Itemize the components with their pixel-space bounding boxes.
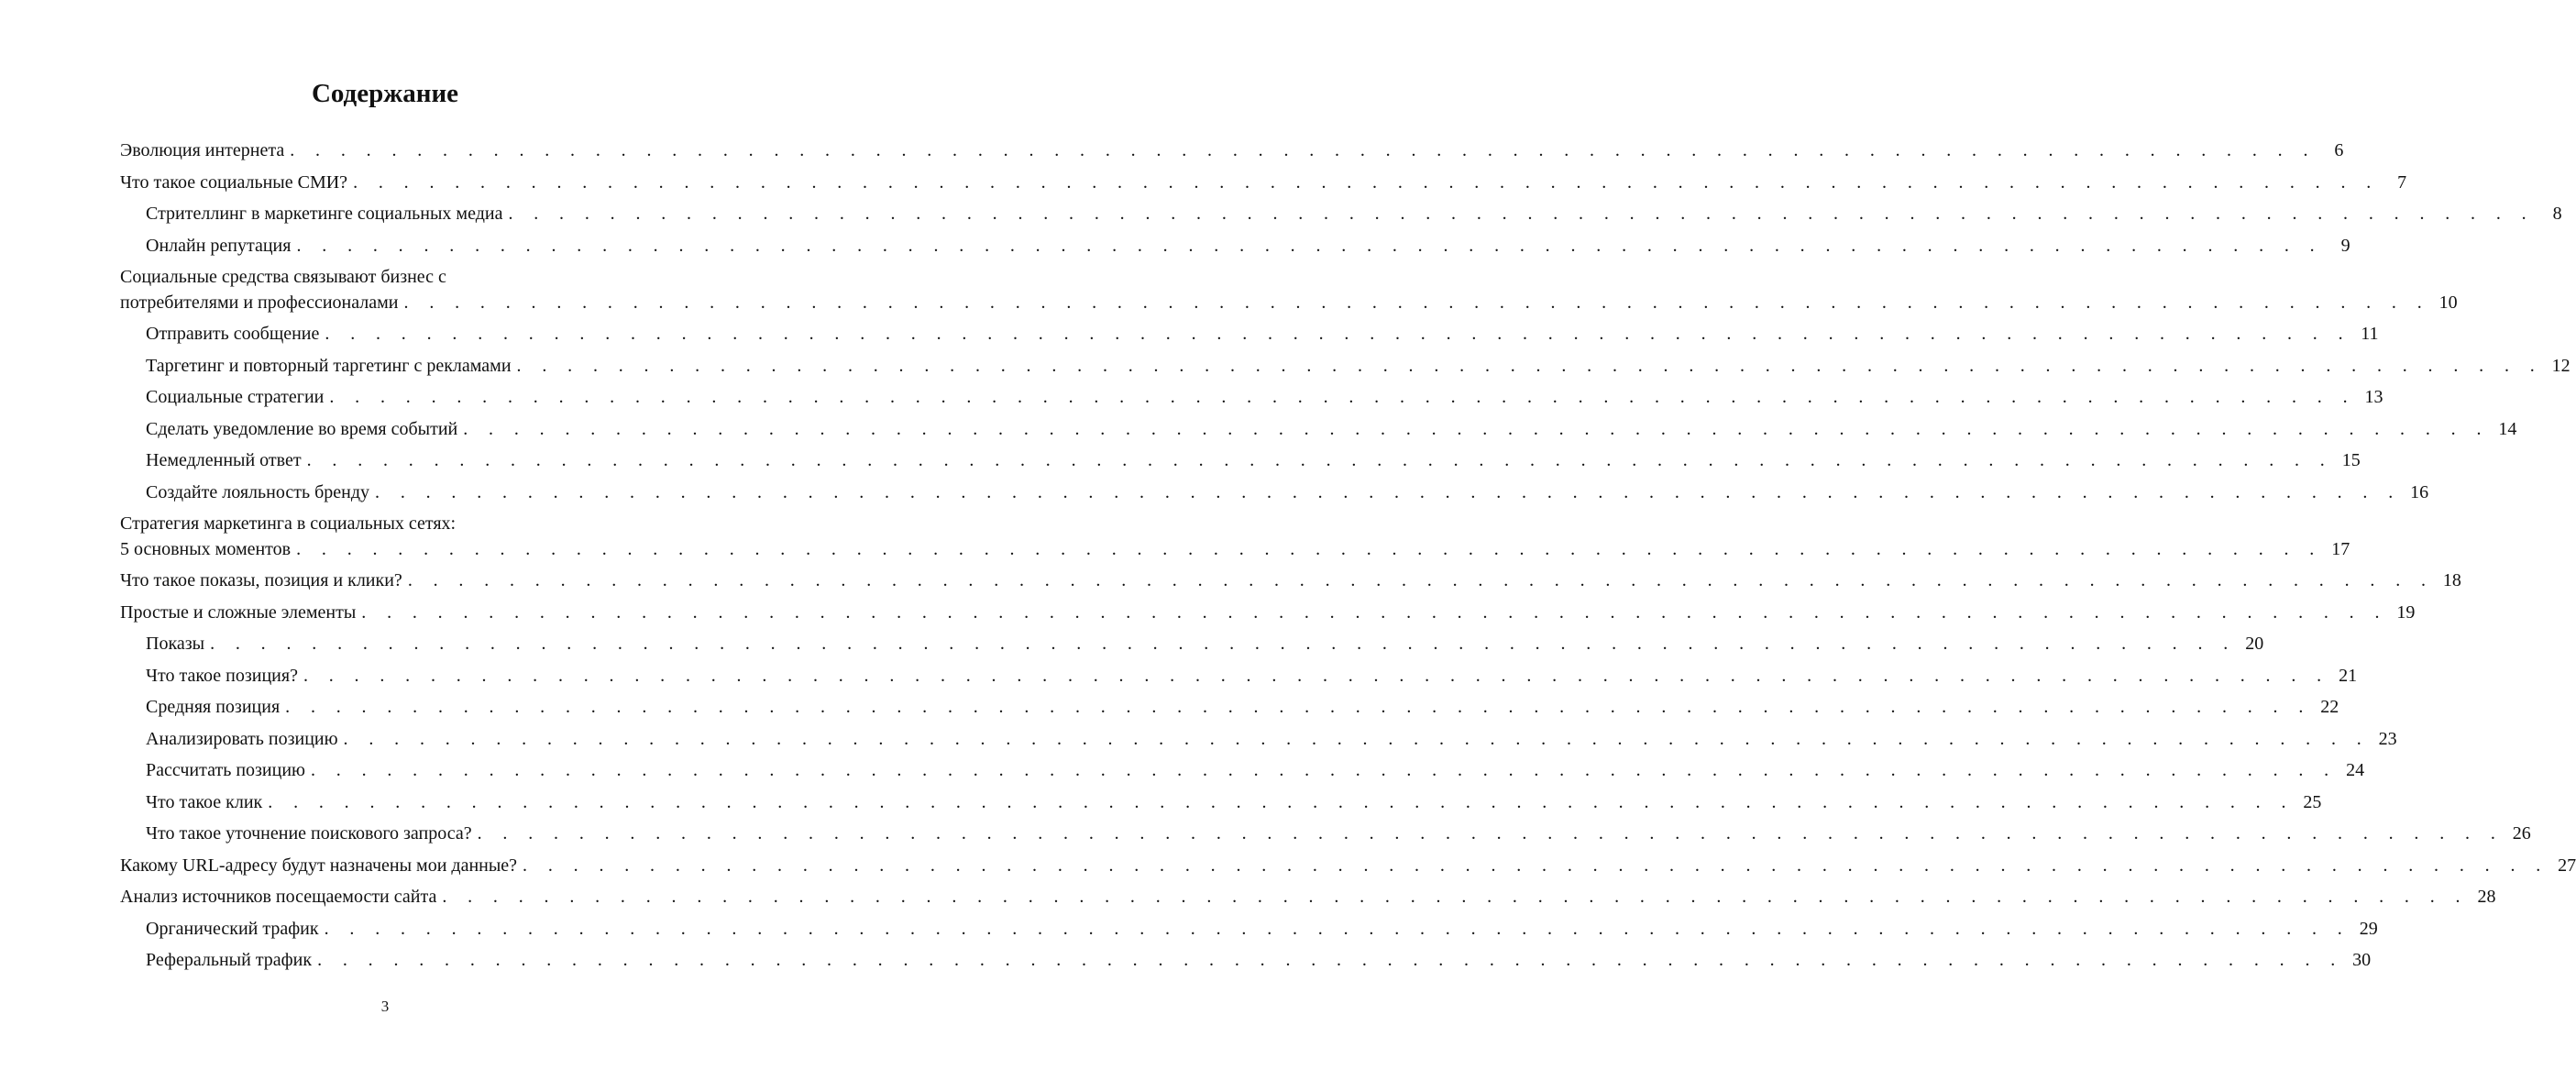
toc-entry[interactable] xyxy=(120,201,2562,233)
toc-entry-page: 19 xyxy=(2396,601,2416,623)
toc-entry-label-line1: Социальные средства связывают бизнес с xyxy=(120,267,446,287)
toc-entry-page: 7 xyxy=(2397,171,2407,193)
toc-entry[interactable] xyxy=(120,757,2365,789)
toc-entry-page: 13 xyxy=(2364,387,2383,407)
dot-leader: . . . . . . . . . . . . . . . . . . . . . . . . . . . . . . . . . . . . . . . . . . . . . . . . . . . . . . . . . . . . . . . . . . . . . . . . . . . . . . . . xyxy=(210,634,2237,654)
toc-entry-label: Немедленный ответ xyxy=(146,447,307,473)
dot-leader: . . . . . . . . . . . . . . . . . . . . . . . . . . . . . . . . . . . . . . . . . . . . . . . . . . . . . . . . . . . . . . . . . . . . . . . . . . . . . . . . xyxy=(310,760,2338,780)
toc-entry[interactable] xyxy=(120,353,2570,385)
toc-entry-label: Реферальный трафик xyxy=(146,947,317,973)
toc-entry[interactable] xyxy=(120,726,2397,758)
toc-entry-row xyxy=(146,447,2361,473)
toc-entry[interactable] xyxy=(120,916,2378,948)
toc-entry-row xyxy=(146,233,2350,259)
toc-entry-row xyxy=(120,600,2416,625)
dot-leader: . . . . . . . . . . . . . . . . . . . . . . . . . . . . . . . . . . . . . . . . . . . . . . . . . . . . . . . . . . . . . . . . . . . . . . . . . . . . . . . . xyxy=(285,697,2312,717)
toc-entry-page: 15 xyxy=(2341,450,2361,470)
toc-entry-row xyxy=(146,821,2531,846)
toc-entry[interactable] xyxy=(120,138,2344,170)
dot-leader: . . . . . . . . . . . . . . . . . . . . . . . . . . . . . . . . . . . . . . . . . . . . . . . . . . . . . . . . . . . . . . . . . . . . . . . . . . . . . . . . xyxy=(306,450,2333,470)
dot-leader: . . . . . . . . . . . . . . . . . . . . . . . . . . . . . . . . . . . . . . . . . . . . . . . . . . . . . . . . . . . . . . . . . . . . . . . . . . . . . . . . xyxy=(325,324,2351,344)
toc-entry-page: 22 xyxy=(2320,697,2339,717)
toc-entry-row xyxy=(120,290,2458,315)
toc-entry[interactable] xyxy=(120,821,2531,853)
toc-entry-row xyxy=(146,947,2372,973)
toc-entry-page: 14 xyxy=(2498,418,2517,439)
toc-entry-label: Средняя позиция xyxy=(146,694,285,720)
toc-entry-row xyxy=(146,321,2379,347)
toc-entry-page: 28 xyxy=(2477,887,2496,907)
toc-entry-row xyxy=(120,853,2576,878)
dot-leader: . . . . . . . . . . . . . . . . . . . . . . . . . . . . . . . . . . . . . . . . . . . . . . . . . . . . . . . . . . . . . . . . . . . . . . . . . . . . . . . . xyxy=(324,918,2350,939)
toc-entry[interactable] xyxy=(120,480,2429,512)
toc-entry-label-line1: Стратегия маркетинга в социальных сетях: xyxy=(120,513,457,534)
toc-entry-row xyxy=(146,789,2322,815)
toc-entry[interactable] xyxy=(120,853,2576,885)
toc-entry[interactable] xyxy=(120,663,2358,695)
toc-entry-page: 16 xyxy=(2410,481,2429,502)
toc-entry[interactable] xyxy=(120,884,2496,916)
toc-entry-label: Стрителлинг в маркетинге социальных медиа xyxy=(146,201,508,226)
dot-leader: . . . . . . . . . . . . . . . . . . . . . . . . . . . . . . . . . . . . . . . . . . . . . . . . . . . . . . . . . . . . . . . . . . . . . . . . . . . . . . . . xyxy=(329,387,2356,407)
toc-entry-page: 18 xyxy=(2442,570,2461,590)
toc-entry-row xyxy=(146,480,2429,505)
toc-entry-page: 29 xyxy=(2359,918,2378,939)
dot-leader: . . . . . . . . . . . . . . . . . . . . . . . . . . . . . . . . . . . . . . . . . . . . . . . . . . . . . . . . . . . . . . . . . . . . . . . . . . . . . . . . xyxy=(317,950,2344,970)
toc-entry-label: Сделать уведомление во время событий xyxy=(146,416,463,442)
page-title: Содержание xyxy=(311,79,459,108)
dot-leader: . . . . . . . . . . . . . . . . . . . . . . . . . . . . . . . . . . . . . . . . . . . . . . . . . . . . . . . . . . . . . . . . . . . . . . . . . . . . . . . . xyxy=(343,728,2370,749)
table-of-contents xyxy=(120,138,2576,979)
toc-entry-page: 25 xyxy=(2303,791,2322,812)
page-number: 3 xyxy=(380,998,390,1015)
toc-entry-row xyxy=(146,201,2562,226)
toc-entry[interactable] xyxy=(120,694,2339,726)
toc-entry-label: Социальные стратегии xyxy=(146,384,329,410)
toc-entry-page: 24 xyxy=(2346,760,2365,780)
dot-leader: . . . . . . . . . . . . . . . . . . . . . . . . . . . . . . . . . . . . . . . . . . . . . . . . . . . . . . . . . . . . . . . . . . . . . . . . . . . . . . . . xyxy=(442,887,2469,907)
toc-entry[interactable] xyxy=(120,631,2264,663)
toc-entry[interactable] xyxy=(120,947,2372,979)
toc-entry-label: Отправить сообщение xyxy=(146,321,325,347)
toc-entry-label: Органический трафик xyxy=(146,916,325,942)
toc-entry-label: Показы xyxy=(146,631,210,656)
toc-entry[interactable] xyxy=(120,384,2383,416)
toc-entry-label: Анализировать позицию xyxy=(146,726,344,752)
dot-leader: . . . . . . . . . . . . . . . . . . . . . . . . . . . . . . . . . . . . . . . . . . . . . . . . . . . . . . . . . . . . . . . . . . . . . . . . . . . . . . . . xyxy=(508,204,2535,224)
toc-entry-label: Что такое уточнение поискового запроса? xyxy=(146,821,478,846)
dot-leader: . . . . . . . . . . . . . . . . . . . . . . . . . . . . . . . . . . . . . . . . . . . . . . . . . . . . . . . . . . . . . . . . . . . . . . . . . . . . . . . . xyxy=(523,855,2549,876)
toc-entry-label: Анализ источников посещаемости сайта xyxy=(120,884,442,910)
toc-entry-page: 26 xyxy=(2512,823,2531,844)
toc-entry[interactable] xyxy=(120,233,2350,265)
toc-entry-page: 21 xyxy=(2339,665,2358,686)
toc-entry-label: Онлайн репутация xyxy=(146,233,296,259)
dot-leader: . . . . . . . . . . . . . . . . . . . . . . . . . . . . . . . . . . . . . . . . . . . . . . . . . . . . . . . . . . . . . . . . . . . . . . . . . . . . . . . . xyxy=(268,791,2295,812)
toc-entry-label: Создайте лояльность бренду xyxy=(146,480,375,505)
toc-entry-row xyxy=(146,694,2339,720)
toc-entry-row xyxy=(146,631,2264,656)
toc-entry-row xyxy=(146,416,2517,442)
toc-entry-row xyxy=(146,757,2365,783)
toc-entry-row xyxy=(120,536,2350,562)
dot-leader: . . . . . . . . . . . . . . . . . . . . . . . . . . . . . . . . . . . . . . . . . . . . . . . . . . . . . . . . . . . . . . . . . . . . . . . . . . . . . . . . xyxy=(375,481,2402,502)
toc-entry-label: Таргетинг и повторный таргетинг с рекламами xyxy=(146,353,517,379)
toc-entry-label: потребителями и профессионалами xyxy=(120,290,404,315)
toc-entry-page: 17 xyxy=(2331,539,2350,559)
toc-entry-label: Какому URL-адресу будут назначены мои данные? xyxy=(120,853,523,878)
dot-leader: . . . . . . . . . . . . . . . . . . . . . . . . . . . . . . . . . . . . . . . . . . . . . . . . . . . . . . . . . . . . . . . . . . . . . . . . . . . . . . . . xyxy=(407,570,2434,590)
toc-entry[interactable] xyxy=(120,321,2379,353)
toc-entry-label: Эволюция интернета xyxy=(120,138,290,163)
toc-entry[interactable] xyxy=(120,170,2407,202)
dot-leader: . . . . . . . . . . . . . . . . . . . . . . . . . . . . . . . . . . . . . . . . . . . . . . . . . . . . . . . . . . . . . . . . . . . . . . . . . . . . . . . . xyxy=(296,235,2323,256)
toc-entry-row xyxy=(146,726,2397,752)
toc-entry-page: 30 xyxy=(2352,950,2372,970)
toc-entry-page: 12 xyxy=(2551,355,2570,376)
toc-entry-label: Что такое показы, позиция и клики? xyxy=(120,568,408,593)
toc-entry-page: 10 xyxy=(2438,292,2458,313)
dot-leader: . . . . . . . . . . . . . . . . . . . . . . . . . . . . . . . . . . . . . . . . . . . . . . . . . . . . . . . . . . . . . . . . . . . . . . . . . . . . . . . . xyxy=(516,355,2543,376)
toc-entry-page: 9 xyxy=(2340,235,2350,256)
toc-entry-row xyxy=(146,663,2358,689)
toc-entry-label: Простые и сложные элементы xyxy=(120,600,361,625)
toc-entry[interactable] xyxy=(120,447,2361,480)
dot-leader: . . . . . . . . . . . . . . . . . . . . . . . . . . . . . . . . . . . . . . . . . . . . . . . . . . . . . . . . . . . . . . . . . . . . . . . . . . . . . . . . xyxy=(353,171,2380,193)
dot-leader: . . . . . . . . . . . . . . . . . . . . . . . . . . . . . . . . . . . . . . . . . . . . . . . . . . . . . . . . . . . . . . . . . . . . . . . . . . . . . . . . xyxy=(477,823,2504,844)
dot-leader: . . . . . . . . . . . . . . . . . . . . . . . . . . . . . . . . . . . . . . . . . . . . . . . . . . . . . . . . . . . . . . . . . . . . . . . . . . . . . . . . xyxy=(290,140,2317,160)
toc-entry-row xyxy=(146,384,2383,410)
dot-leader: . . . . . . . . . . . . . . . . . . . . . . . . . . . . . . . . . . . . . . . . . . . . . . . . . . . . . . . . . . . . . . . . . . . . . . . . . . . . . . . . xyxy=(403,292,2430,313)
toc-entry-label: Что такое социальные СМИ? xyxy=(120,170,353,195)
toc-entry-label: 5 основных моментов xyxy=(120,536,296,562)
toc-entry-label: Что такое клик xyxy=(146,789,268,815)
toc-entry-page: 23 xyxy=(2378,728,2397,749)
dot-leader: . . . . . . . . . . . . . . . . . . . . . . . . . . . . . . . . . . . . . . . . . . . . . . . . . . . . . . . . . . . . . . . . . . . . . . . . . . . . . . . . xyxy=(463,418,2490,439)
toc-entry-label: Что такое позиция? xyxy=(146,663,303,689)
toc-entry-row xyxy=(120,138,2344,163)
toc-entry-label: Рассчитать позицию xyxy=(146,757,311,783)
toc-entry[interactable] xyxy=(120,600,2416,632)
toc-entry[interactable] xyxy=(120,264,2458,321)
toc-entry-page: 11 xyxy=(2361,324,2379,344)
toc-entry-page: 20 xyxy=(2245,634,2264,654)
toc-entry-page: 8 xyxy=(2552,204,2562,224)
toc-entry[interactable] xyxy=(120,416,2517,448)
toc-entry-row xyxy=(120,170,2407,195)
toc-entry-page: 6 xyxy=(2334,140,2344,160)
dot-leader: . . . . . . . . . . . . . . . . . . . . . . . . . . . . . . . . . . . . . . . . . . . . . . . . . . . . . . . . . . . . . . . . . . . . . . . . . . . . . . . . xyxy=(296,539,2323,559)
toc-entry-row xyxy=(120,568,2461,593)
dot-leader: . . . . . . . . . . . . . . . . . . . . . . . . . . . . . . . . . . . . . . . . . . . . . . . . . . . . . . . . . . . . . . . . . . . . . . . . . . . . . . . . xyxy=(361,601,2388,623)
toc-entry-row xyxy=(120,884,2496,910)
toc-entry[interactable] xyxy=(120,568,2461,600)
toc-entry-row xyxy=(146,916,2378,942)
toc-entry-row xyxy=(146,353,2570,379)
dot-leader: . . . . . . . . . . . . . . . . . . . . . . . . . . . . . . . . . . . . . . . . . . . . . . . . . . . . . . . . . . . . . . . . . . . . . . . . . . . . . . . . xyxy=(303,665,2330,686)
toc-entry-page: 27 xyxy=(2558,855,2576,876)
toc-entry[interactable] xyxy=(120,789,2322,822)
toc-entry[interactable] xyxy=(120,511,2350,568)
